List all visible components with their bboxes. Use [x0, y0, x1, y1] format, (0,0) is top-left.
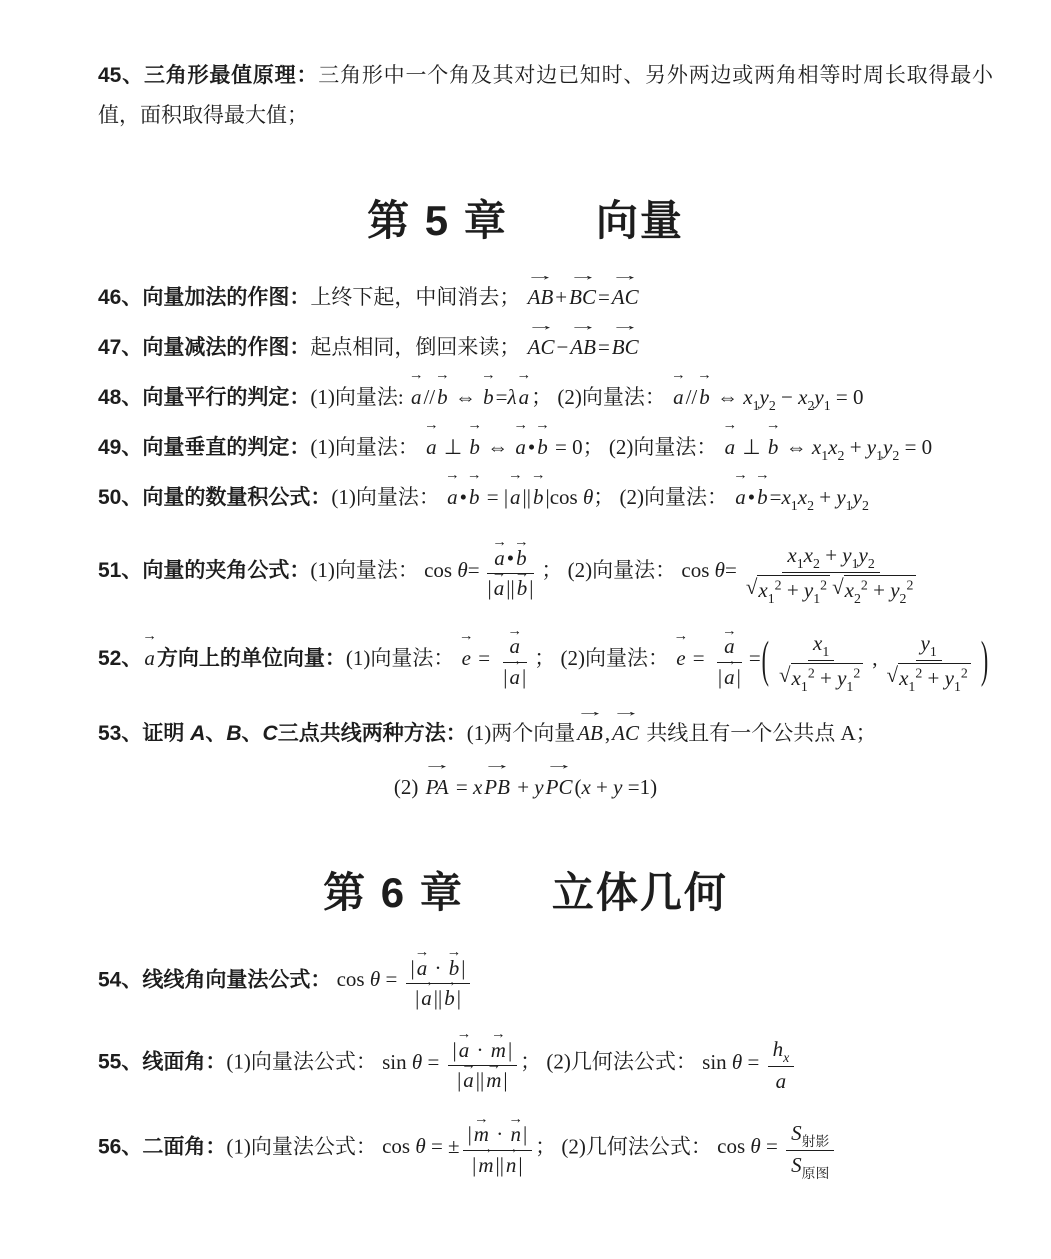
formula-item	[98, 1110, 993, 1181]
item-text: ； (2)几何法公式：	[535, 1133, 718, 1158]
formula-item	[98, 267, 993, 318]
item-label: 46、向量加法的作图：	[98, 286, 311, 310]
math-formula: → a• → b = | → a|| → b|cos θ	[445, 467, 594, 509]
math-formula: sin θ = | → a · → m| | → a|| → m|	[382, 1050, 520, 1074]
formula-item	[98, 367, 993, 418]
item-text: (1)向量法公式：	[226, 1049, 383, 1074]
chapter-heading: 第 6 章 立体几何	[323, 868, 728, 916]
math-formula: cos θ= $x_1x_2 + y_1y_2$ √ $x_1^2 + y_1^2$ √ $x_2^2 + y_2^2$	[681, 558, 925, 582]
item-text: ； (2)向量法：	[534, 645, 675, 670]
math-formula: cos θ= → a• → b | → a|| → b|	[424, 534, 534, 601]
item-text: 共线且有一个公共点 A；	[640, 721, 877, 746]
math-formula: sin θ = $\frac{h_x}{a}$	[702, 1050, 797, 1074]
formula-item	[98, 757, 953, 808]
formula-item	[98, 703, 993, 754]
item-label: 49、向量垂直的判定：	[98, 436, 311, 460]
math-formula: → AC− → AB= → BC	[526, 317, 640, 360]
math-formula: (2) → PA = x → PB + y → PC(x + y =1)	[393, 757, 658, 800]
item-label: 54、线线角向量法公式：	[98, 968, 332, 992]
math-formula: → a	[142, 628, 157, 670]
formula-item	[98, 534, 993, 607]
math-formula: cos θ = | → a · → b| | → a|| → b|	[337, 967, 474, 991]
item-text: (1)向量法公式：	[226, 1133, 383, 1158]
item-text: ； (2)几何法公式：	[520, 1049, 703, 1074]
item-label: 45、三角形最值原理：	[98, 64, 319, 87]
item-text: ； (2)向量法：	[541, 557, 682, 582]
formula-item	[98, 467, 993, 518]
math-formula: cos θ = ± | → m · → n| | → m|| → n|	[382, 1134, 535, 1158]
item-label: B	[226, 722, 242, 746]
item-label: 52、	[98, 646, 143, 670]
item-text: (1)向量法：	[345, 645, 460, 670]
item-text: (1)两个向量	[466, 721, 576, 746]
item-label: 51、向量的夹角公式：	[98, 558, 311, 582]
math-formula: → a// → b ⇔ $x_1y_2 - x_2y_1 = 0$	[670, 367, 864, 414]
formula-item	[98, 417, 993, 468]
item-label: 56、二面角：	[98, 1134, 227, 1158]
item-label: 47、向量减法的作图：	[98, 336, 311, 360]
formula-item	[98, 1026, 993, 1095]
item-text: (1)向量法：	[331, 484, 446, 509]
item-text: (1)向量法：	[310, 557, 425, 582]
math-formula: → a• → $b=x_1x_2 + y_1y_2$	[733, 467, 869, 514]
content-blocks	[98, 56, 993, 1181]
math-formula: → a ⊥ → b ⇔ → a• → b = 0	[424, 417, 583, 460]
formula-item	[98, 317, 993, 368]
item-text: ； (2)向量法：	[593, 484, 734, 509]
math-formula: → a ⊥ → b ⇔ $x_1x_2 + y_1y_2 = 0$	[722, 417, 933, 464]
formula-item	[98, 622, 993, 695]
item-text: ； (2)向量法：	[582, 435, 723, 460]
math-formula: cos θ = $S_{射影}$ $S_{原图}$	[717, 1134, 837, 1158]
item-text: (1)向量法:	[310, 385, 409, 410]
formula-item	[98, 56, 993, 136]
item-label: 方向上的单位向量：	[156, 646, 346, 670]
item-label: 、	[241, 722, 263, 746]
item-text: 上终下起，中间消去；	[310, 285, 526, 310]
item-text: 三角形中一个角及其对边已知时、另外两边或两角相等时周长取得最小值，面积取得最大值；	[98, 63, 994, 127]
item-text: ； (2)向量法：	[531, 385, 672, 410]
math-formula: → a// → b ⇔ → b=λ → a	[408, 367, 532, 410]
item-label: C	[262, 722, 278, 746]
math-formula: → e = → a | → a| =( $x_1$ √ $x_1^2 + y_1^2$ , $y_1$ √ $x_1^2 + y_1^2$ )	[673, 622, 989, 695]
item-label: 48、向量平行的判定：	[98, 386, 311, 410]
item-label: A	[190, 722, 206, 746]
item-text: (1)向量法：	[310, 435, 425, 460]
formula-item	[98, 943, 993, 1013]
math-formula: → AB, → AC	[575, 703, 641, 746]
math-formula: → AB+ → BC= → AC	[525, 267, 640, 310]
item-label: 三点共线两种方法：	[277, 722, 467, 746]
item-label: 55、线面角：	[98, 1050, 227, 1074]
chapter-heading: 第 5 章 向量	[367, 196, 684, 244]
item-text: 起点相同，倒回来读；	[310, 335, 526, 360]
math-formula: → e = → a | → a|	[458, 622, 527, 689]
item-label: 、	[205, 722, 227, 746]
item-label: 50、向量的数量积公式：	[98, 485, 332, 509]
item-label: 53、证明	[98, 722, 191, 746]
